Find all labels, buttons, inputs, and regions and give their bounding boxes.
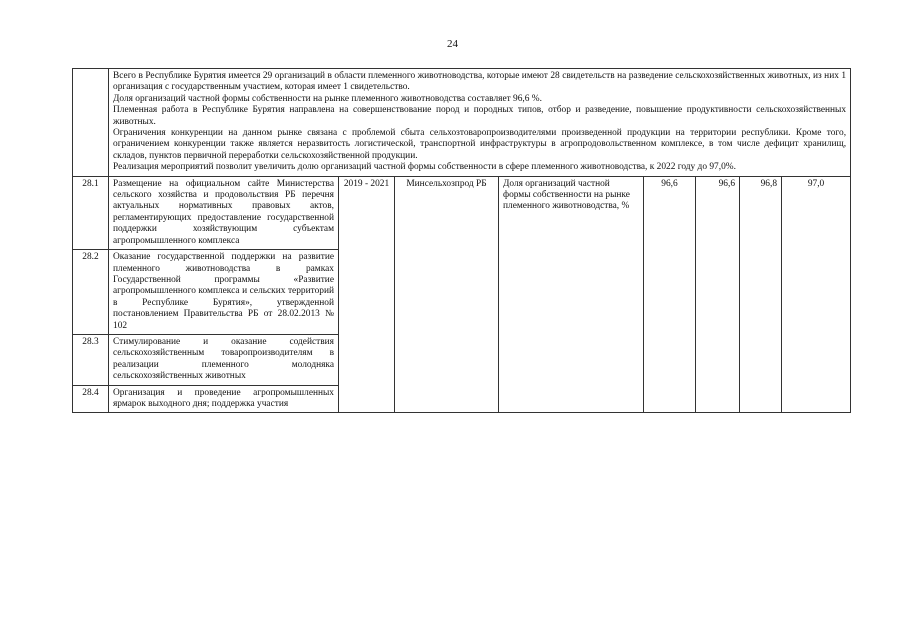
value-cell: 96,6	[696, 176, 740, 413]
measure-text: Организация и проведение агропромышленных ярмарок выходного дня; поддержка участия	[109, 385, 339, 413]
intro-cell	[109, 69, 851, 177]
executor-cell: Минсельхозпрод РБ	[395, 176, 499, 413]
measure-text: Размещение на официальном сайте Министерства сельского хозяйства и продовольствия РБ перечня актуальных нормативных правовых актов, регламентирующих предоставление государственной поддержки хозяйствующим субъектам агропромышленного комплекса	[109, 176, 339, 249]
row-number: 28.3	[73, 334, 109, 385]
page-number: 24	[447, 38, 458, 50]
measures-table	[72, 68, 851, 413]
value-cell: 96,8	[740, 176, 782, 413]
row-number: 28.1	[73, 176, 109, 249]
intro-row	[73, 69, 851, 177]
period-cell: 2019 - 2021	[339, 176, 395, 413]
intro-paragraph: Племенная работа в Республике Бурятия направлена на совершенствование пород и породных типов, отбор и разведение, повышение продуктивности сельскохозяйственных животных.	[113, 105, 847, 127]
value-cell: 97,0	[782, 176, 851, 413]
intro-paragraph: Всего в Республике Бурятия имеется 29 организаций в области племенного животноводства, которые имеют 28 свидетельств на разведение сельскохозяйственных животных, из них 1 организация с государственным участием, которая имеет 1 свидетельство.	[113, 71, 847, 93]
measure-text: Стимулирование и оказание содействия сельскохозяйственным товаропроизводителям в реализации племенного молодняка сельскохозяйственных животных	[109, 334, 339, 385]
indicator-cell: Доля организаций частной формы собственности на рынке племенного животноводства, %	[499, 176, 644, 413]
intro-empty-cell	[73, 69, 109, 177]
row-number: 28.2	[73, 250, 109, 335]
intro-paragraph: Реализация мероприятий позволит увеличить долю организаций частной формы собственности в сфере племенного животноводства, к 2022 году до 97,0%.	[113, 162, 736, 173]
value-cell: 96,6	[644, 176, 696, 413]
intro-paragraph: Доля организаций частной формы собственности на рынке племенного животноводства составляет 96,6 %.	[113, 93, 542, 104]
measure-text: Оказание государственной поддержки на развитие племенного животноводства в рамках Государственной программы «Развитие агропромышленного комплекса и сельских территорий в Республике Бурятия», утвержденной постановлением Правительства РБ от 28.02.2013 № 102	[109, 250, 339, 335]
table-row	[73, 176, 851, 249]
intro-paragraph: Ограничения конкуренции на данном рынке связана с проблемой сбыта сельхозтоваропроизводителями произведенной продукции на территории республики. Кроме того, ограничением конкуренции также является неразвитость логистической, транспортной инфраструктуры в агропродовольственном комплексе, в том числе дефицит хранилищ, складов, пунктов первичной переработки сельскохозяйственной продукции.	[113, 128, 847, 161]
row-number: 28.4	[73, 385, 109, 413]
